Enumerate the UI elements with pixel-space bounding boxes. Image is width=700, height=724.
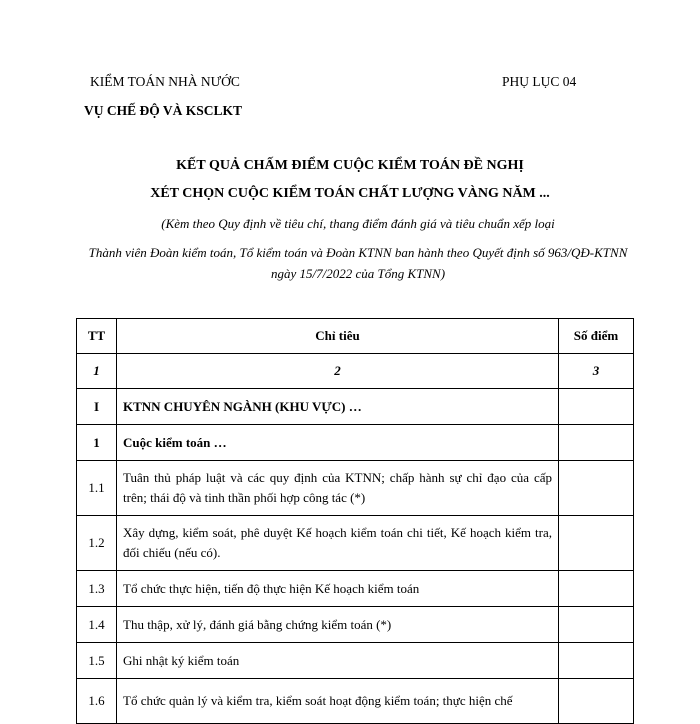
department-name: VỤ CHẾ ĐỘ VÀ KSCLKT [84,103,243,118]
row-score [559,571,634,607]
document-title-line1: KẾT QUẢ CHẤM ĐIỂM CUỘC KIỂM TOÁN ĐỀ NGHỊ [176,158,524,173]
row-number: 1.2 [77,516,117,571]
row-criteria: Tổ chức thực hiện, tiến độ thực hiện Kế hoạch kiểm toán [117,571,559,607]
row-number: I [77,389,117,425]
reference-note-line1: (Kèm theo Quy định về tiêu chí, thang điểm đánh giá và tiêu chuẩn xếp loại [161,216,555,231]
appendix-label: PHỤ LỤC 04 [502,74,577,89]
index-tt: 1 [77,354,117,389]
document-title-line2: XÉT CHỌN CUỘC KIỂM TOÁN CHẤT LƯỢNG VÀNG NĂM ... [150,186,550,201]
row-score [559,679,634,724]
header-criteria: Chỉ tiêu [117,319,559,354]
reference-note-line2: Thành viên Đoàn kiểm toán, Tổ kiểm toán và Đoàn KTNN ban hành theo Quyết định số 963/QĐ-KTNN ngày 15/7/2022 của Tổng KTNN) [88,245,628,281]
table-row [77,516,634,571]
row-score [559,607,634,643]
scoring-table [76,318,634,724]
table-row [77,425,634,461]
row-number: 1.6 [77,679,117,724]
row-criteria: Xây dựng, kiểm soát, phê duyệt Kế hoạch kiểm toán chi tiết, Kế hoạch kiểm tra, đối chiếu (nếu có). [117,516,559,571]
row-number: 1.1 [77,461,117,516]
organization-name: KIỂM TOÁN NHÀ NƯỚC [90,74,240,89]
table-row [77,679,634,724]
row-criteria: Tuân thủ pháp luật và các quy định của KTNN; chấp hành sự chỉ đạo của cấp trên; thái độ và tinh thần phối hợp công tác (*) [117,461,559,516]
row-criteria: Ghi nhật ký kiểm toán [117,643,559,679]
row-score [559,389,634,425]
row-score [559,425,634,461]
row-number: 1 [77,425,117,461]
row-number: 1.5 [77,643,117,679]
row-criteria: Thu thập, xử lý, đánh giá bằng chứng kiểm toán (*) [117,607,559,643]
row-criteria: Tổ chức quản lý và kiểm tra, kiểm soát hoạt động kiểm toán; thực hiện chế [117,679,559,724]
row-criteria: Cuộc kiểm toán … [117,425,559,461]
table-row [77,389,634,425]
table-row [77,607,634,643]
table-index-row [77,354,634,389]
row-score [559,643,634,679]
row-number: 1.3 [77,571,117,607]
header-score: Số điểm [559,319,634,354]
index-criteria: 2 [117,354,559,389]
table-row [77,461,634,516]
table-row [77,643,634,679]
index-score: 3 [559,354,634,389]
table-header-row [77,319,634,354]
row-criteria: KTNN CHUYÊN NGÀNH (KHU VỰC) … [117,389,559,425]
table-row [77,571,634,607]
row-score [559,461,634,516]
row-number: 1.4 [77,607,117,643]
row-score [559,516,634,571]
header-tt: TT [77,319,117,354]
